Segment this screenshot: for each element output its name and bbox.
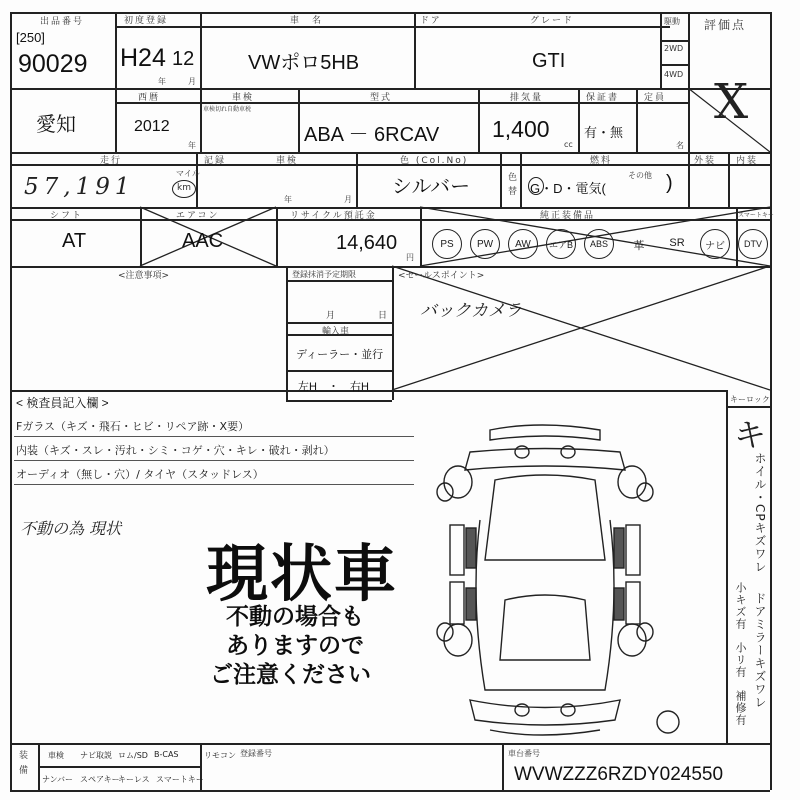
- equipment-navi-circle: ナビ: [700, 229, 730, 259]
- inspector-line-audio: オーディオ（無し・穴）/ タイヤ（スタッドレス）: [16, 468, 264, 481]
- row3-month-unit: 月: [344, 195, 352, 204]
- condition-stamp-line-3: ご注意ください: [210, 662, 371, 688]
- shift-label: シフト: [50, 211, 84, 221]
- footer-equip-remote: リモコン: [204, 751, 236, 760]
- grade-value: GTI: [532, 50, 566, 72]
- keylock-label: キーロック: [730, 395, 770, 404]
- ac-label: エアコン: [176, 211, 220, 221]
- caution-label: <注意事項>: [118, 271, 170, 281]
- footer-equip-smart-key: スマートキー: [156, 775, 204, 784]
- inspector-line-glass: Fガラス（キズ・飛石・ヒビ・リペア跡・X要）: [16, 420, 250, 433]
- model-code-value: ABA － 6RCAV: [304, 124, 440, 146]
- inspector-handwritten-note: 不動の為 現状: [20, 519, 122, 538]
- footer-equip-keyless: キーレス: [118, 775, 150, 784]
- capacity-label: 定員: [644, 93, 667, 103]
- reg-deadline-label: 登録抹消予定期限: [292, 270, 356, 279]
- equipment-airbag-circle: エアB: [546, 229, 576, 259]
- model-code-label: 型式: [370, 93, 393, 103]
- footer-equip-number-plate: ナンバー: [42, 775, 74, 784]
- warranty-value: 有・無: [584, 125, 624, 140]
- color-label: 色 (Col.No): [400, 156, 469, 166]
- displacement-label: 排気量: [510, 93, 544, 103]
- drive-label: 駆動: [664, 17, 680, 26]
- interior-label: 内装: [736, 156, 759, 166]
- rating-label: 評価点: [704, 18, 747, 32]
- footer-equip-inspection: 車検: [48, 751, 64, 760]
- inspection-sub: 車検切れ自動車税: [203, 106, 252, 113]
- equipment-pw-circle: PW: [470, 229, 500, 259]
- equipment-ps-circle: PS: [432, 229, 462, 259]
- reg-deadline-month: 月: [326, 311, 336, 321]
- row3-year-unit: 年: [284, 195, 292, 204]
- first-reg-value: H24: [120, 44, 166, 72]
- lot-bracket: [250]: [16, 30, 45, 45]
- first-reg-month: 12: [172, 48, 195, 70]
- lot-number: 90029: [18, 50, 88, 78]
- ac-value: AAC: [182, 230, 224, 252]
- mileage-label: 走行: [100, 156, 123, 166]
- color-change-label: 色替: [506, 172, 516, 200]
- recycle-unit: 円: [406, 253, 414, 262]
- model-label: 車 名: [290, 16, 324, 26]
- equipment-label: 純正装備品: [540, 211, 596, 221]
- sales-point-label: <セールスポイント>: [398, 271, 485, 281]
- equipment-abs-circle: ABS: [584, 229, 614, 259]
- western-label: 西暦: [138, 93, 161, 103]
- footer-vin-label: 車台番号: [508, 749, 540, 758]
- smart-key-label: スマートキー: [738, 212, 774, 219]
- fuel-label: 燃料: [590, 156, 613, 166]
- equipment-aw-circle: AW: [508, 229, 538, 259]
- equipment-dtv-circle: DTV: [738, 229, 768, 259]
- western-value: 2012: [134, 118, 170, 135]
- fuel-g-circle: [528, 177, 544, 195]
- color-value: シルバー: [392, 176, 471, 198]
- mileage-unit-mile: マイル: [176, 169, 200, 178]
- inspection-label: 車検: [232, 93, 255, 103]
- recall-label: 記録: [204, 156, 227, 166]
- footer-equip-rom-sd: ロム/SD: [118, 751, 148, 760]
- footer-equip-navi-manual: ナビ取説: [80, 751, 112, 760]
- steering-value: 左H ・ 右H: [298, 381, 369, 393]
- region-value: 愛知: [36, 114, 76, 136]
- footer-equip-bcas: B-CAS: [154, 750, 179, 759]
- first-reg-year-unit: 年: [158, 77, 166, 86]
- side-note-repair: 小キズ有 小リ有 補修有: [734, 582, 747, 726]
- displacement-unit: cc: [564, 140, 573, 149]
- footer-reg-number-label: 登録番号: [240, 749, 272, 758]
- exterior-label: 外装: [694, 156, 717, 166]
- drive-4wd: 4WD: [664, 70, 684, 79]
- inspector-title: < 検査員記入欄 >: [16, 396, 109, 410]
- equipment-sunroof: SR: [669, 237, 685, 249]
- fuel-close: ): [666, 172, 673, 194]
- western-year-unit: 年: [188, 141, 196, 150]
- footer-vin-value: WVWZZZ6RZDY024550: [514, 764, 724, 785]
- sales-point-value: バックカメラ: [420, 301, 522, 321]
- first-reg-month-unit: 月: [188, 77, 196, 86]
- keylock-value: キ: [734, 416, 767, 454]
- door-label: ドア: [420, 16, 442, 26]
- condition-stamp-line-2: ありますので: [226, 633, 364, 659]
- prev-inspection-label: 車検: [276, 156, 299, 166]
- model-value: VWポロ5HB: [248, 52, 360, 74]
- import-label: 輸入車: [322, 327, 350, 337]
- capacity-unit: 名: [676, 141, 684, 150]
- mileage-value: 57,191: [24, 174, 135, 200]
- fuel-other-label: その他: [628, 171, 652, 180]
- fuel-value: G・D・電気(: [530, 181, 606, 196]
- rating-value: X: [714, 74, 749, 130]
- side-note-mirror: ドアミラーキズワレ: [753, 592, 767, 709]
- inspector-line-interior: 内装（キズ・スレ・汚れ・シミ・コゲ・穴・キレ・破れ・剥れ）: [16, 444, 335, 457]
- recycle-value: 14,640: [336, 232, 398, 254]
- shift-value: AT: [62, 230, 87, 252]
- footer-equip-spare-key: スペアキー: [80, 775, 120, 784]
- grade-label: グレード: [530, 16, 575, 26]
- lot-label: 出品番号: [40, 17, 85, 27]
- warranty-label: 保証書: [586, 93, 620, 103]
- car-diagram: [437, 425, 679, 735]
- recycle-label: リサイクル預託金: [290, 211, 377, 221]
- side-note-wheel: ホイル・CPキズワレ: [753, 452, 767, 574]
- import-value: ディーラー・並行: [296, 349, 384, 361]
- condition-stamp-line-1: 不動の場合も: [226, 604, 364, 630]
- displacement-value: 1,400: [492, 116, 550, 142]
- mileage-unit-km: km: [177, 183, 191, 193]
- equipment-leather: 革: [633, 240, 645, 252]
- condition-stamp-title: 現状車: [206, 537, 399, 610]
- first-reg-label: 初度登録: [124, 16, 169, 26]
- drive-2wd: 2WD: [664, 44, 684, 53]
- footer-equip-side-label: 装備: [17, 750, 27, 780]
- reg-deadline-day: 日: [378, 311, 388, 321]
